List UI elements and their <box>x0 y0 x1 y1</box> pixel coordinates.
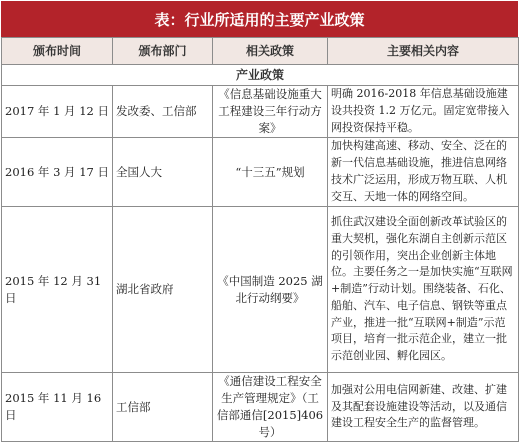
row-dept: 工信部 <box>113 373 213 442</box>
row-date: 2017 年 1 月 12 日 <box>2 86 113 138</box>
header-row <box>2 38 519 65</box>
header-content: 主要相关内容 <box>328 38 519 65</box>
row-content: 加快构建高速、移动、安全、泛在的新一代信息基础设施，推进信息网络技术广泛运用，形成万物互联、人机交互、天地一体的网络空间。 <box>328 138 519 207</box>
row-date: 2015 年 11 月 16 日 <box>2 373 113 442</box>
header-policy: 相关政策 <box>213 38 328 65</box>
row-policy: 《通信建设工程安全生产管理规定》（工信部通信[2015]406 号） <box>213 373 328 442</box>
policy-table <box>1 37 519 442</box>
table-row <box>2 207 519 373</box>
table-row <box>2 86 519 138</box>
row-content: 加强对公用电信网新建、改建、扩建及其配套设施建设等活动，以及通信建设工程安全生产的监督管理。 <box>328 373 519 442</box>
header-dept: 颁布部门 <box>113 38 213 65</box>
section-label: 产业政策 <box>2 65 519 86</box>
table-row <box>2 373 519 442</box>
row-policy: 《中国制造 2025 湖北行动纲要》 <box>213 207 328 373</box>
row-dept: 全国人大 <box>113 138 213 207</box>
header-date: 颁布时间 <box>2 38 113 65</box>
row-date: 2016 年 3 月 17 日 <box>2 138 113 207</box>
row-date: 2015 年 12 月 31 日 <box>2 207 113 373</box>
row-content: 抓住武汉建设全面创新改革试验区的重大契机，强化东湖自主创新示范区的引领作用，突出企业创新主体地位。主要任务之一是加快实施“互联网+制造”行动计划。围绕装备、石化、船舶、汽车、电子信息、钢铁等重点产业，推进一批“互联网+制造”示范项目，培育一批示范企业，建立一批示范创业园、孵化园区。 <box>328 207 519 373</box>
row-dept: 湖北省政府 <box>113 207 213 373</box>
row-policy: “十三五”规划 <box>213 138 328 207</box>
row-dept: 发改委、工信部 <box>113 86 213 138</box>
row-content: 明确 2016-2018 年信息基础设施建设共投资 1.2 万亿元。固定宽带接入网投资保持平稳。 <box>328 86 519 138</box>
table-row <box>2 138 519 207</box>
section-row <box>2 65 519 86</box>
row-policy: 《信息基础设施重大工程建设三年行动方案》 <box>213 86 328 138</box>
table-title: 表：行业所适用的主要产业政策 <box>1 1 518 37</box>
